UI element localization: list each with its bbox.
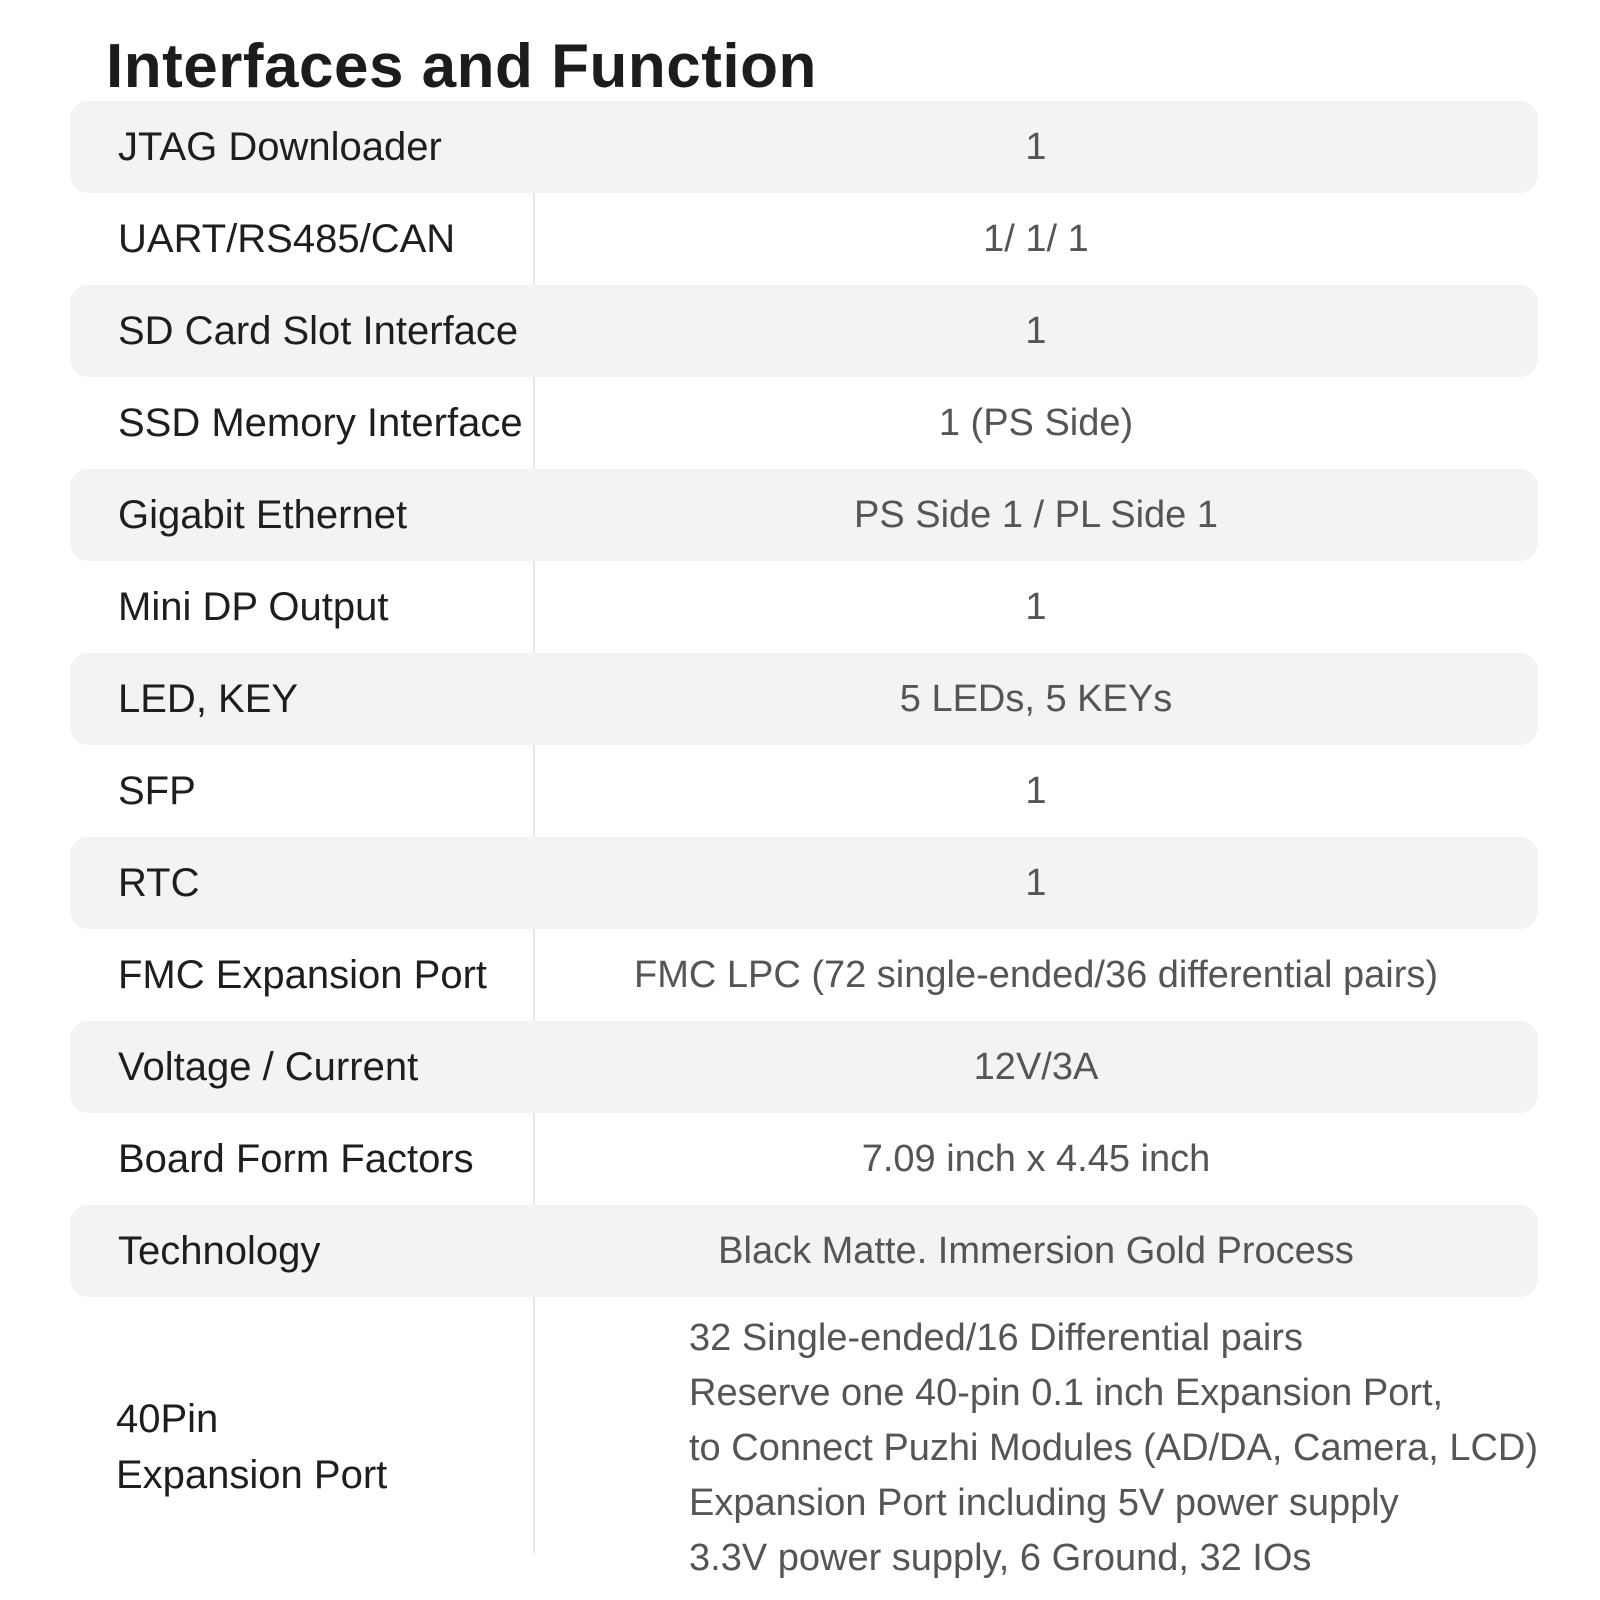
row-label (70, 1297, 525, 1503)
page-title: Interfaces and Function (106, 32, 817, 101)
row-value: 1 (1025, 861, 1047, 904)
table-row-form-factor (70, 1113, 1538, 1205)
table-row-40pin-expansion (70, 1297, 1538, 1597)
table-row-technology (70, 1205, 1538, 1297)
row-value: PS Side 1 / PL Side 1 (853, 493, 1219, 536)
row-label: JTAG Downloader (118, 124, 442, 169)
value-line: 32 Single-ended/16 Differential pairs (689, 1317, 1304, 1359)
value-line: Reserve one 40-pin 0.1 inch Expansion Port, (689, 1372, 1444, 1414)
table-row-voltage (70, 1021, 1538, 1113)
table-row-ethernet (70, 469, 1538, 561)
table-row-sfp (70, 745, 1538, 837)
row-value: 7.09 inch x 4.45 inch (861, 1137, 1211, 1180)
row-label: SD Card Slot Interface (118, 308, 519, 353)
row-value (525, 1297, 1538, 1586)
row-value: 1 (PS Side) (938, 401, 1134, 444)
row-label: Technology (118, 1228, 321, 1273)
row-value: FMC LPC (72 single-ended/36 differential pairs) (633, 953, 1439, 996)
table-row-ssd (70, 377, 1538, 469)
row-value: 5 LEDs, 5 KEYs (899, 677, 1173, 720)
row-label: LED, KEY (118, 676, 299, 721)
row-value: Black Matte. Immersion Gold Process (718, 1229, 1354, 1272)
row-value: 1/ 1/ 1 (983, 217, 1089, 260)
table-row-fmc (70, 929, 1538, 1021)
table-row-led-key (70, 653, 1538, 745)
table-row-sd-card (70, 285, 1538, 377)
table-row-mini-dp (70, 561, 1538, 653)
row-label: Gigabit Ethernet (118, 492, 408, 537)
row-label: RTC (118, 860, 200, 905)
label-line: Expansion Port (116, 1453, 388, 1497)
row-value: 12V/3A (973, 1045, 1099, 1088)
row-label: UART/RS485/CAN (118, 216, 456, 261)
value-line: 3.3V power supply, 6 Ground, 32 IOs (689, 1537, 1312, 1579)
row-label: Mini DP Output (118, 584, 389, 629)
table-row-jtag (70, 101, 1538, 193)
row-label: SFP (118, 768, 196, 813)
row-label: Board Form Factors (118, 1136, 474, 1181)
row-value: 1 (1025, 769, 1047, 812)
value-line: to Connect Puzhi Modules (AD/DA, Camera, LCD) (689, 1427, 1538, 1469)
table-row-uart (70, 193, 1538, 285)
row-value: 1 (1025, 585, 1047, 628)
row-value: 1 (1025, 125, 1047, 168)
row-label: Voltage / Current (118, 1044, 419, 1089)
table-row-rtc (70, 837, 1538, 929)
label-line: 40Pin (116, 1397, 219, 1441)
row-label: SSD Memory Interface (118, 400, 523, 445)
value-line: Expansion Port including 5V power supply (689, 1482, 1399, 1524)
row-label: FMC Expansion Port (118, 952, 488, 997)
row-value: 1 (1025, 309, 1047, 352)
spec-table (70, 101, 1538, 1597)
